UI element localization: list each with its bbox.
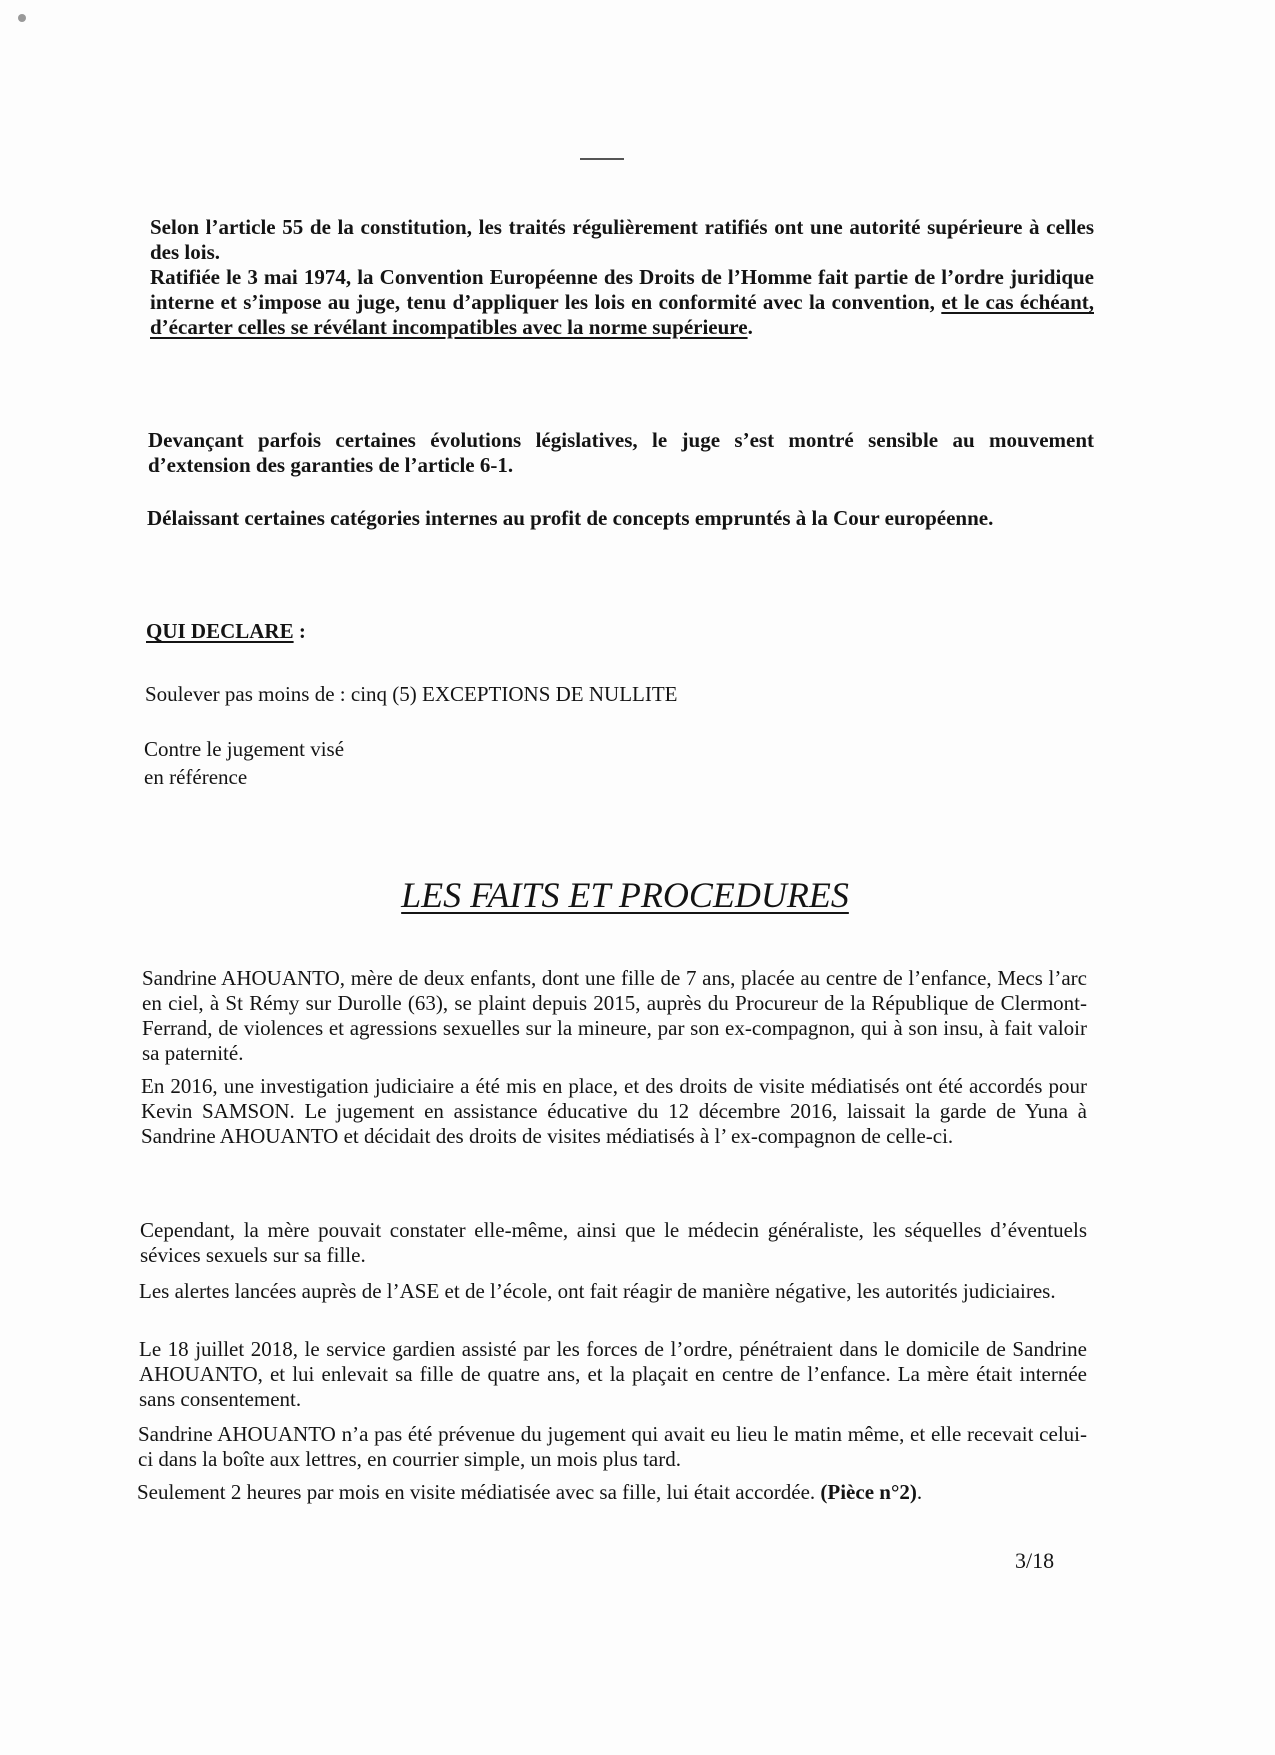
facts-paragraph-3: Cependant, la mère pouvait constater elle-même, ainsi que le médecin généraliste, les séquelles d’éventuels sévices sexuels sur sa fille.: [140, 1218, 1087, 1267]
legislative-evolution-paragraph: Devançant parfois certaines évolutions législatives, le juge s’est montré sensible au mouvement d’extension des garanties de l’article 6-1.: [148, 428, 1094, 477]
section-title: LES FAITS ET PROCEDURES: [401, 875, 849, 915]
page-number: 3/18: [1015, 1548, 1055, 1573]
underlined-clause: et le cas échéant, d’écarter celles se révélant incompatibles avec la norme supérieure: [150, 290, 1094, 339]
facts-paragraph-1: Sandrine AHOUANTO, mère de deux enfants, dont une fille de 7 ans, placée au centre de l’enfance, Mecs l’arc en ciel, à St Rémy sur Durolle (63), se plaint depuis 2015, auprès du Procureur de la République de Clermont-Ferrand, de violences et agressions sexuelles sur la mineure, par son ex-compagnon, qui à son insu, à fait valoir sa paternité.: [142, 966, 1087, 1065]
constitution-paragraph: [150, 215, 1094, 340]
scan-dot-mark: [18, 14, 26, 22]
facts-paragraph-2: En 2016, une investigation judiciaire a été mis en place, et des droits de visite médiatisés ont été accordés pour Kevin SAMSON. Le jugement en assistance éducative du 12 décembre 2016, laissait la garde de Yuna à Sandrine AHOUANTO et décidait des droits de visites médiatisés à l’ ex-compagnon de celle-ci.: [141, 1074, 1087, 1148]
visit-duration-text: Seulement 2 heures par mois en visite médiatisée avec sa fille, lui était accordée.: [137, 1480, 821, 1504]
declaration-heading-text: QUI DECLARE: [146, 619, 294, 643]
judgment-reference: [144, 735, 544, 791]
declaration-heading: [146, 619, 746, 644]
european-court-paragraph: Délaissant certaines catégories internes au profit de concepts empruntés à la Cour européenne.: [147, 506, 994, 530]
exhibit-reference: (Pièce n°2): [820, 1480, 917, 1504]
facts-paragraph-5: Le 18 juillet 2018, le service gardien assisté par les forces de l’ordre, pénétraient dans le domicile de Sandrine AHOUANTO, et lui enlevait sa fille de quatre ans, et la plaçait en centre de l’enfance. La mère était internée sans consentement.: [139, 1337, 1087, 1411]
scan-dash-mark: [580, 158, 624, 160]
convention-sentence: Ratifiée le 3 mai 1974, la Convention Européenne des Droits de l’Homme fait partie de l’ordre juridique interne et s’impose au juge, tenu d’appliquer les lois en conformité avec la convention,: [150, 265, 1094, 314]
sentence-period: .: [747, 315, 753, 339]
article-55-sentence: Selon l’article 55 de la constitution, les traités régulièrement ratifiés ont une autorité supérieure à celles des lois.: [150, 215, 1094, 264]
exhibit-period: .: [916, 1480, 923, 1504]
facts-paragraph-4: Les alertes lancées auprès de l’ASE et de l’école, ont fait réagir de manière négative, les autorités judiciaires.: [139, 1279, 1056, 1303]
judgment-line: Contre le jugement visé: [144, 737, 345, 761]
declaration-heading-colon: :: [293, 619, 306, 643]
reference-line: en référence: [144, 765, 248, 789]
facts-paragraph-6: Sandrine AHOUANTO n’a pas été prévenue du jugement qui avait eu lieu le matin même, et elle recevait celui-ci dans la boîte aux lettres, en courrier simple, un mois plus tard.: [138, 1422, 1087, 1471]
exceptions-line: Soulever pas moins de : cinq (5) EXCEPTIONS DE NULLITE: [145, 682, 678, 706]
facts-paragraph-7: [137, 1480, 1097, 1505]
